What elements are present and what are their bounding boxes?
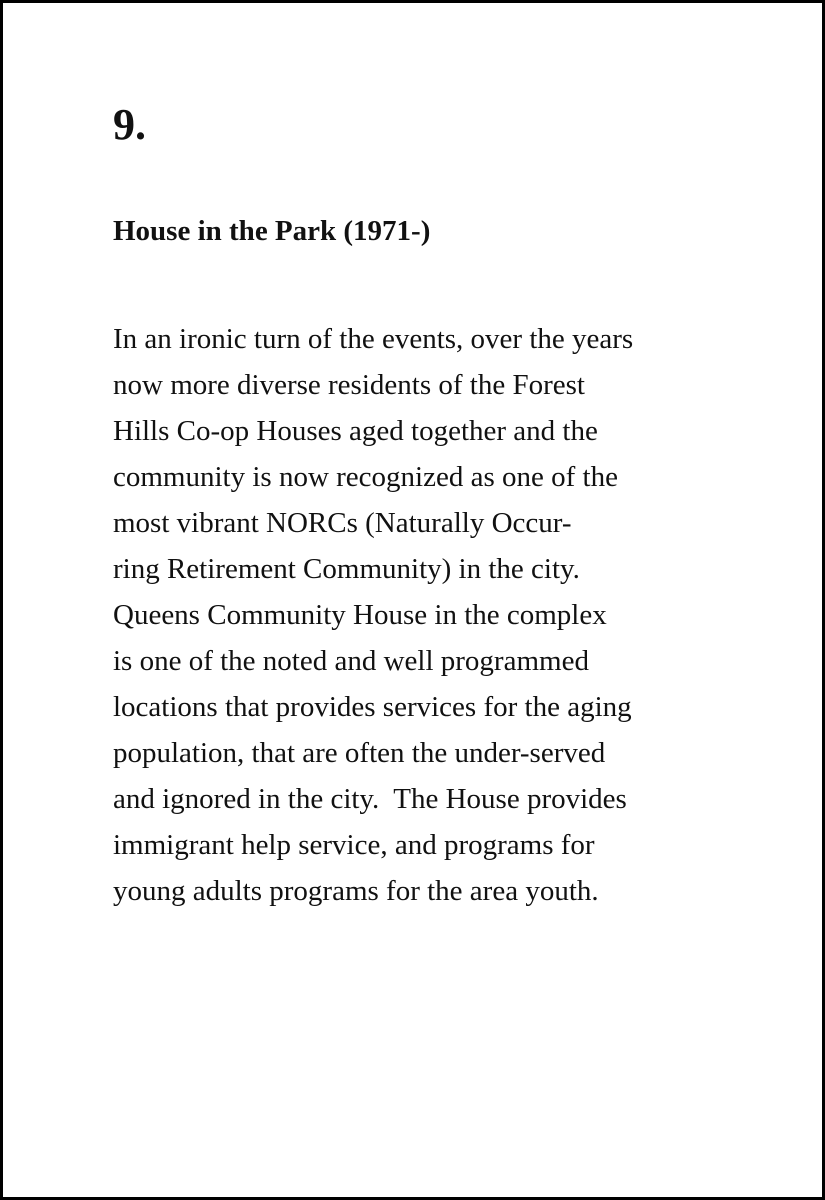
body-line: immigrant help service, and programs for: [113, 829, 595, 861]
body-line: In an ironic turn of the events, over the years: [113, 323, 634, 355]
section-body: [113, 316, 633, 914]
body-line: is one of the noted and well programmed: [113, 645, 589, 677]
body-line: young adults programs for the area youth.: [113, 875, 599, 907]
body-line: now more diverse residents of the Forest: [113, 369, 585, 401]
body-line: Queens Community House in the complex: [113, 599, 607, 631]
section-title: House in the Park (1971-): [113, 215, 431, 247]
body-line: ring Retirement Community) in the city.: [113, 553, 580, 585]
section-number: 9.: [113, 100, 146, 149]
body-line: Hills Co-op Houses aged together and the: [113, 415, 598, 447]
body-line: locations that provides services for the aging: [113, 691, 632, 723]
body-line: population, that are often the under-served: [113, 737, 606, 769]
body-line: most vibrant NORCs (Naturally Occur-: [113, 507, 572, 539]
body-line: community is now recognized as one of the: [113, 461, 618, 493]
body-line: and ignored in the city. The House provides: [113, 783, 627, 815]
